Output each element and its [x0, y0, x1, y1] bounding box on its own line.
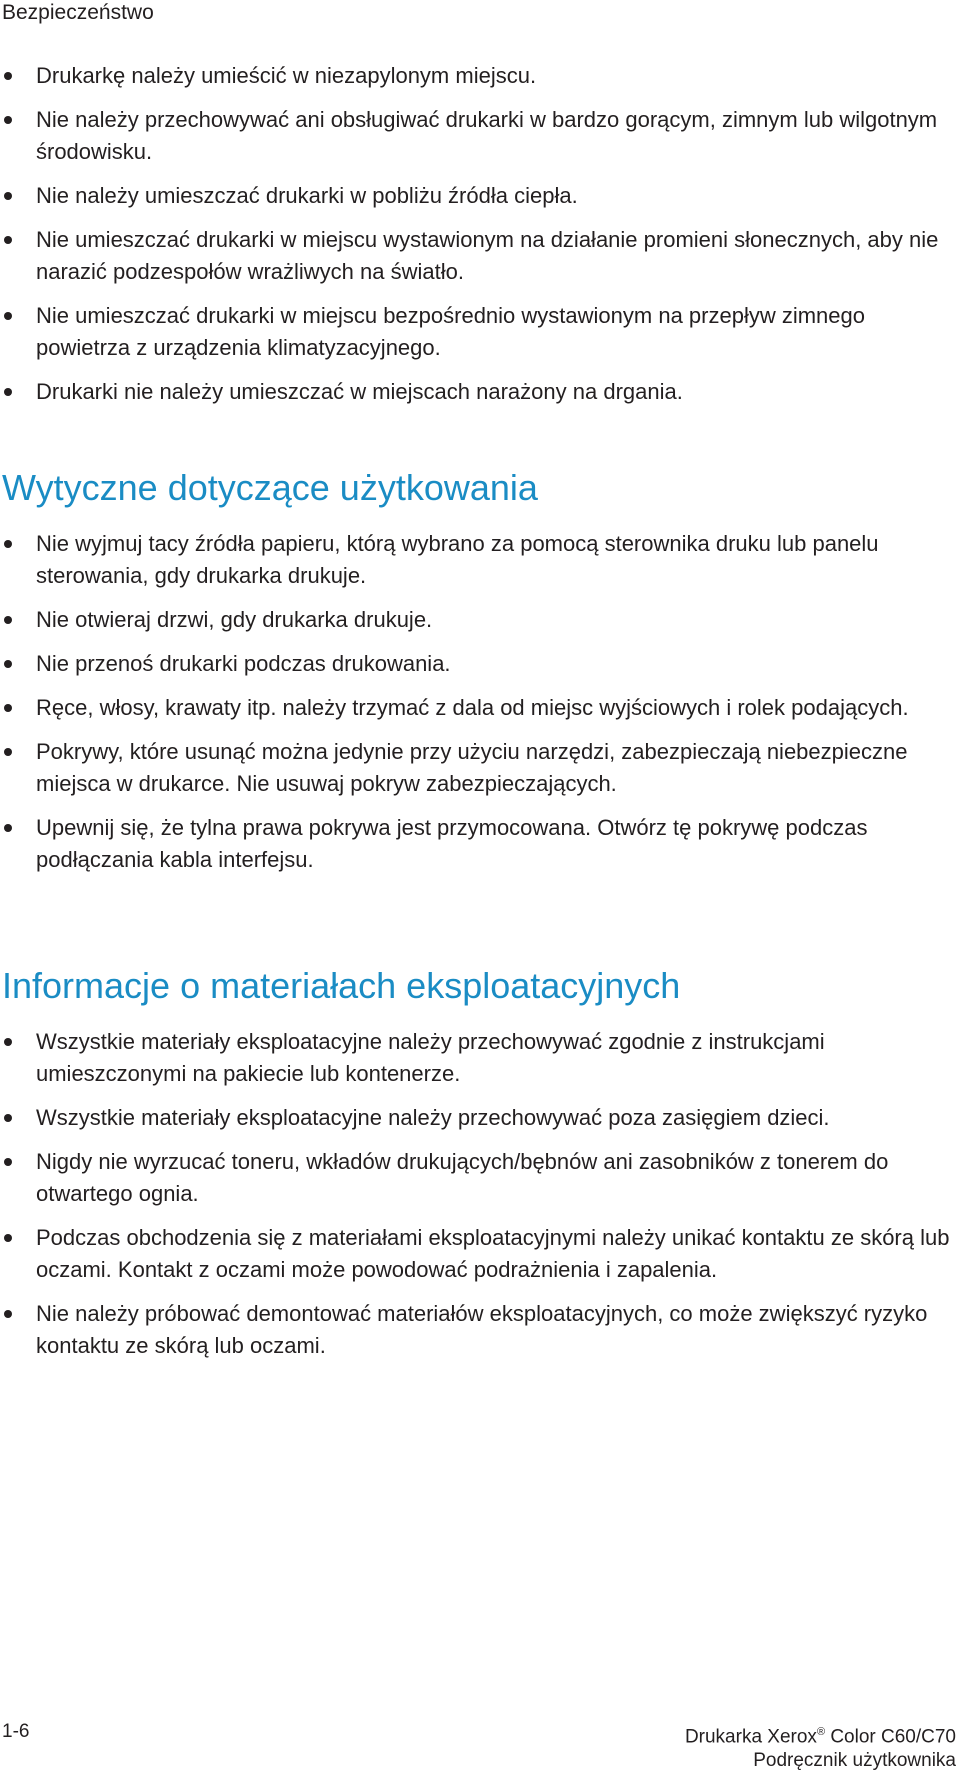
list-item: [0, 604, 956, 636]
bullet-icon: [4, 540, 12, 548]
bullet-icon: [4, 1310, 12, 1318]
list-item-text: Nie umieszczać drukarki w miejscu bezpośrednio wystawionym na przepływ zimnego powietrza z urządzenia klimatyzacyjnego.: [36, 303, 865, 360]
footer-product-info: [685, 1720, 956, 1773]
bullet-icon: [4, 824, 12, 832]
bullet-icon: [4, 388, 12, 396]
bullet-icon: [4, 312, 12, 320]
list-item: [0, 180, 956, 212]
list-item: [0, 1146, 956, 1210]
list-item-text: Nie otwieraj drzwi, gdy drukarka drukuje.: [36, 607, 433, 632]
section-heading-usage: Wytyczne dotyczące użytkowania: [2, 467, 538, 508]
list-item: [0, 736, 956, 800]
list-item: [0, 1222, 956, 1286]
bullet-icon: [4, 616, 12, 624]
bullet-icon: [4, 1234, 12, 1242]
bullet-icon: [4, 660, 12, 668]
list-item-text: Wszystkie materiały eksploatacyjne należy przechowywać poza zasięgiem dzieci.: [36, 1105, 830, 1130]
footer-guide-title: Podręcznik użytkownika: [753, 1750, 956, 1772]
list-item-text: Upewnij się, że tylna prawa pokrywa jest przymocowana. Otwórz tę pokrywę podczas podłączania kabla interfejsu.: [36, 815, 868, 872]
list-item: [0, 1102, 956, 1134]
list-item: [0, 1298, 956, 1362]
list-item-text: Wszystkie materiały eksploatacyjne należy przechowywać zgodnie z instrukcjami umieszczonymi na pakiecie lub kontenerze.: [36, 1029, 825, 1086]
environment-safety-list: [0, 60, 960, 420]
list-item: [0, 1026, 956, 1090]
list-item-text: Nie należy próbować demontować materiałów eksploatacyjnych, co może zwiększyć ryzyko kontaktu ze skórą lub oczami.: [36, 1301, 928, 1358]
product-suffix: Color C60/C70: [825, 1726, 956, 1748]
list-item-text: Drukarki nie należy umieszczać w miejscach narażony na drgania.: [36, 379, 683, 404]
list-item-text: Nie wyjmuj tacy źródła papieru, którą wybrano za pomocą sterownika druku lub panelu sterowania, gdy drukarka drukuje.: [36, 531, 879, 588]
list-item: [0, 528, 956, 592]
usage-guidelines-list: [0, 528, 960, 888]
list-item: [0, 224, 956, 288]
consumables-info-list: [0, 1026, 960, 1374]
list-item-text: Drukarkę należy umieścić w niezapylonym miejscu.: [36, 63, 537, 88]
list-item-text: Nie umieszczać drukarki w miejscu wystawionym na działanie promieni słonecznych, aby nie narazić podzespołów wrażliwych na światło.: [36, 227, 939, 284]
list-item-text: Nie należy umieszczać drukarki w pobliżu źródła ciepła.: [36, 183, 578, 208]
bullet-icon: [4, 748, 12, 756]
section-heading-consumables: Informacje o materiałach eksploatacyjnych: [2, 965, 681, 1006]
bullet-icon: [4, 1158, 12, 1166]
bullet-icon: [4, 72, 12, 80]
footer-product-line: [685, 1720, 956, 1749]
running-header: Bezpieczeństwo: [2, 1, 154, 24]
product-prefix: Drukarka Xerox: [684, 1726, 817, 1748]
bullet-icon: [4, 1038, 12, 1046]
list-item: [0, 692, 956, 724]
list-item: [0, 60, 956, 92]
list-item: [0, 104, 956, 168]
list-item-text: Ręce, włosy, krawaty itp. należy trzymać z dala od miejsc wyjściowych i rolek podających.: [36, 695, 909, 720]
bullet-icon: [4, 236, 12, 244]
bullet-icon: [4, 1114, 12, 1122]
list-item-text: Podczas obchodzenia się z materiałami eksploatacyjnymi należy unikać kontaktu ze skórą lub oczami. Kontakt z oczami może powodować podrażnienia i zapalenia.: [36, 1225, 950, 1282]
list-item: [0, 376, 956, 408]
page-number: 1-6: [2, 1721, 30, 1742]
list-item: [0, 648, 956, 680]
bullet-icon: [4, 704, 12, 712]
bullet-icon: [4, 192, 12, 200]
list-item-text: Pokrywy, które usunąć można jedynie przy użyciu narzędzi, zabezpieczają niebezpieczne miejsca w drukarce. Nie usuwaj pokryw zabezpieczających.: [36, 739, 908, 796]
list-item-text: Nie przenoś drukarki podczas drukowania.: [36, 651, 451, 676]
list-item: [0, 812, 956, 876]
bullet-icon: [4, 116, 12, 124]
list-item-text: Nie należy przechowywać ani obsługiwać drukarki w bardzo gorącym, zimnym lub wilgotnym środowisku.: [36, 107, 938, 164]
list-item: [0, 300, 956, 364]
registered-mark: ®: [816, 1726, 826, 1738]
list-item-text: Nigdy nie wyrzucać toneru, wkładów drukujących/bębnów ani zasobników z tonerem do otwartego ognia.: [36, 1149, 889, 1206]
